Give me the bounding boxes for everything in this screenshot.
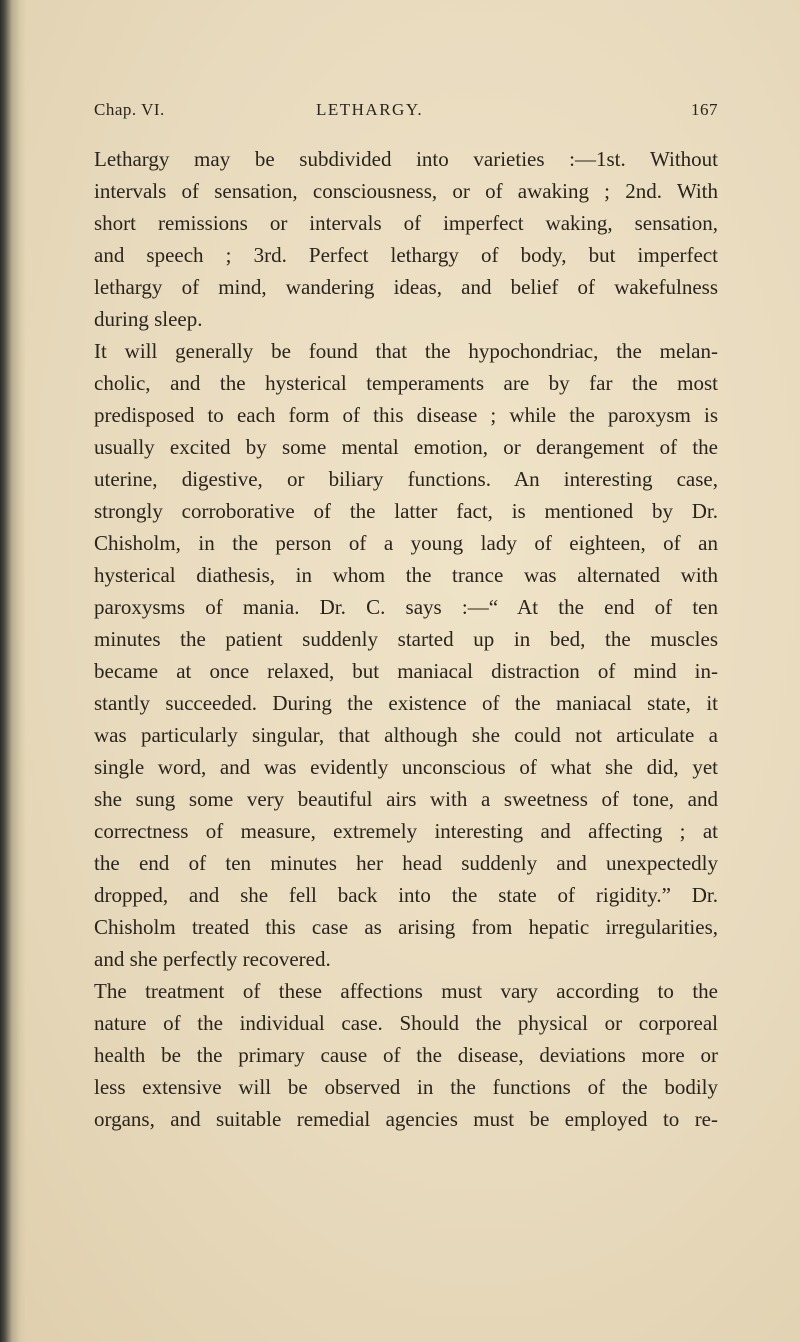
text-line: Chisholm treated this case as arising from hepatic irregularities, (94, 915, 718, 939)
text-line: single word, and was evidently unconscious of what she did, yet (94, 755, 718, 779)
text-line: the end of ten minutes her head suddenly and unexpectedly (94, 851, 718, 875)
text-line: correctness of measure, extremely interesting and affecting ; at (94, 819, 718, 843)
text-line: and she perfectly recovered. (94, 947, 331, 971)
text-line: during sleep. (94, 307, 203, 331)
text-line: less extensive will be observed in the functions of the bodily (94, 1075, 718, 1099)
text-line: usually excited by some mental emotion, or derangement of the (94, 435, 718, 459)
text-line: cholic, and the hysterical temperaments are by far the most (94, 371, 718, 395)
text-line: paroxysms of mania. Dr. C. says :—“ At the end of ten (94, 595, 718, 619)
text-line: was particularly singular, that although she could not articulate a (94, 723, 718, 747)
text-line: minutes the patient suddenly started up in bed, the muscles (94, 627, 718, 651)
running-title: LETHARGY. (316, 100, 424, 119)
text-line: and speech ; 3rd. Perfect lethargy of body, but imperfect (94, 243, 718, 267)
text-line: strongly corroborative of the latter fact, is mentioned by Dr. (94, 499, 718, 523)
text-line: intervals of sensation, consciousness, or of awaking ; 2nd. With (94, 179, 718, 203)
page-gutter-shadow (0, 0, 26, 1342)
running-header (94, 100, 718, 124)
text-line: became at once relaxed, but maniacal distraction of mind in- (94, 659, 718, 683)
text-line: nature of the individual case. Should the physical or corporeal (94, 1011, 718, 1035)
text-line: Lethargy may be subdivided into varieties :—1st. Without (94, 147, 718, 171)
text-line: uterine, digestive, or biliary functions. An interesting case, (94, 467, 718, 491)
text-line: The treatment of these affections must vary according to the (94, 979, 718, 1003)
page-number: 167 (691, 100, 718, 119)
text-line: It will generally be found that the hypochondriac, the melan- (94, 339, 718, 363)
text-line: stantly succeeded. During the existence of the maniacal state, it (94, 691, 718, 715)
text-line: lethargy of mind, wandering ideas, and belief of wakefulness (94, 275, 718, 299)
text-line: she sung some very beautiful airs with a sweetness of tone, and (94, 787, 718, 811)
text-line: Chisholm, in the person of a young lady of eighteen, of an (94, 531, 718, 555)
text-line: predisposed to each form of this disease ; while the paroxysm is (94, 403, 718, 427)
text-line: health be the primary cause of the disease, deviations more or (94, 1043, 718, 1067)
text-line: short remissions or intervals of imperfect waking, sensation, (94, 211, 718, 235)
text-line: hysterical diathesis, in whom the trance was alternated with (94, 563, 718, 587)
text-line: organs, and suitable remedial agencies must be employed to re- (94, 1107, 718, 1131)
text-line: dropped, and she fell back into the state of rigidity.” Dr. (94, 883, 718, 907)
body-text (94, 143, 718, 1135)
chapter-label: Chap. VI. (94, 100, 165, 119)
